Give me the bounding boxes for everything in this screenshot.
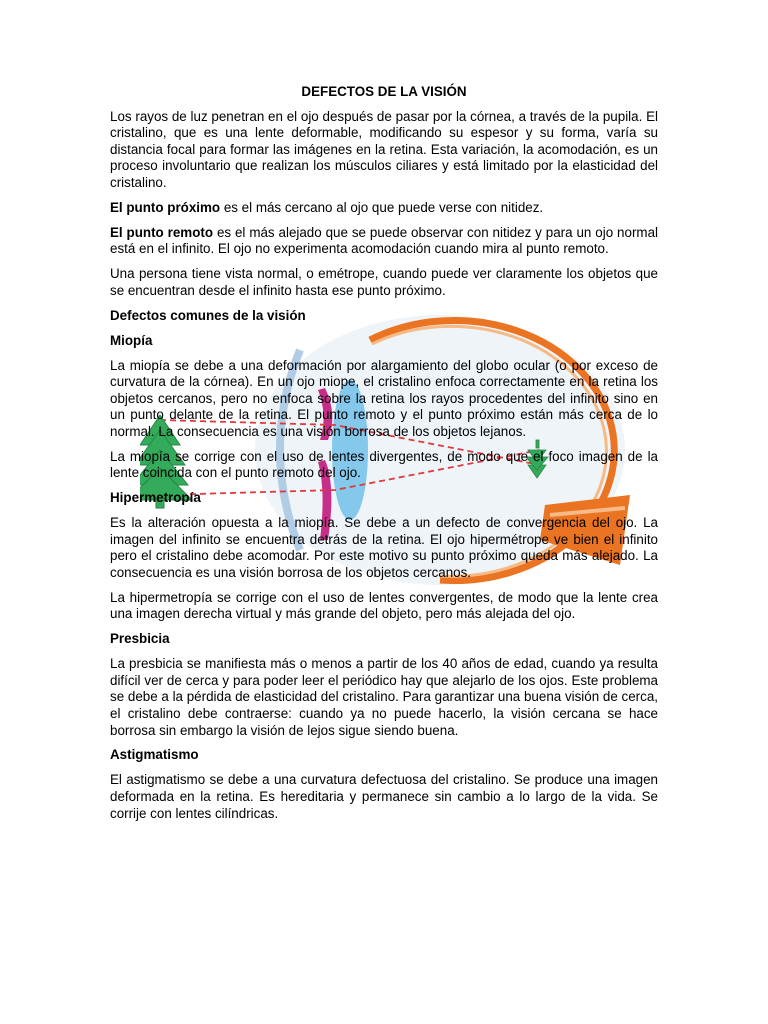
- punto-remoto-text: es el más alejado que se puede observar con nitidez y para un ojo normal está en el infinito. El ojo no experimenta acomodación cuando mira al punto remoto.: [110, 224, 658, 257]
- hipermetropia-paragraph-2: La hipermetropía se corrige con el uso de lentes convergentes, de modo que la lente crea una imagen derecha virtual y más grande del objeto, pero más alejada del ojo.: [110, 589, 658, 622]
- miopia-paragraph-2: La miopía se corrige con el uso de lentes divergentes, de modo que el foco imagen de la lente coincida con el punto remoto del ojo.: [110, 448, 658, 481]
- punto-proximo-term: El punto próximo: [110, 199, 221, 215]
- hipermetropia-paragraph-1: Es la alteración opuesta a la miopía. Se debe a un defecto de convergencia del ojo. La imagen del infinito se encuentra detrás de la retina. El ojo hipermétrope ve bien el infinito pero el cristalino debe acomodar. Por este motivo su punto próximo queda más alejado. La consecuencia es una visión borrosa de los objetos cercanos.: [110, 515, 658, 580]
- document-page: [110, 84, 658, 830]
- punto-remoto-term: El punto remoto: [110, 224, 214, 240]
- miopia-paragraph-1: La miopía se debe a una deformación por alargamiento del globo ocular (o por exceso de curvatura de la córnea). En un ojo miope, el cristalino enfoca correctamente en la retina los objetos cercanos, pero no enfoca sobre la retina los rayos procedentes del infinito sino en un punto delante de la retina. El punto remoto y el punto próximo están más cerca de lo normal. La consecuencia es una visión borrosa de los objetos lejanos.: [110, 357, 658, 439]
- presbicia-heading: Presbicia: [110, 631, 170, 647]
- punto-remoto-paragraph: [110, 225, 658, 258]
- emetrope-paragraph: Una persona tiene vista normal, o emétrope, cuando puede ver claramente los objetos que se encuentran desde el infinito hasta ese punto próximo.: [110, 266, 658, 298]
- punto-proximo-text: es el más cercano al ojo que puede verse con nitidez.: [220, 199, 544, 215]
- presbicia-paragraph: La presbicia se manifiesta más o menos a partir de los 40 años de edad, cuando ya resulta difícil ver de cerca y para poder leer el periódico hay que alejarlo de los ojos. Este problema se debe a la pérdida de elasticidad del cristalino. Para garantizar una buena visión de cerca, el cristalino debe contraerse: cuando ya no puede hacerlo, la visión cercana se hace borrosa sin embargo la visión de lejos sigue siendo buena.: [110, 656, 658, 738]
- defectos-heading: Defectos comunes de la visión: [110, 307, 306, 323]
- page-title: DEFECTOS DE LA VISIÓN: [301, 84, 467, 99]
- astigmatismo-paragraph: El astigmatismo se debe a una curvatura defectuosa del cristalino. Se produce una imagen deformada en la retina. Es hereditaria y permanece sin cambio a lo largo de la vida. Se corrije con lentes cilíndricas.: [110, 772, 658, 821]
- astigmatismo-heading: Astigmatismo: [110, 747, 199, 763]
- hipermetropia-heading: Hipermetropía: [110, 490, 201, 506]
- miopia-heading: Miopía: [110, 332, 153, 348]
- punto-proximo-paragraph: [110, 200, 658, 217]
- intro-paragraph: Los rayos de luz penetran en el ojo después de pasar por la córnea, a través de la pupila. El cristalino, que es una lente deformable, modificando su espesor y su forma, varía su distancia focal para formar las imágenes en la retina. Esta variación, la acomodación, es un proceso involuntario que realizan los músculos ciliares y está limitado por la elasticidad del cristalino.: [110, 108, 658, 190]
